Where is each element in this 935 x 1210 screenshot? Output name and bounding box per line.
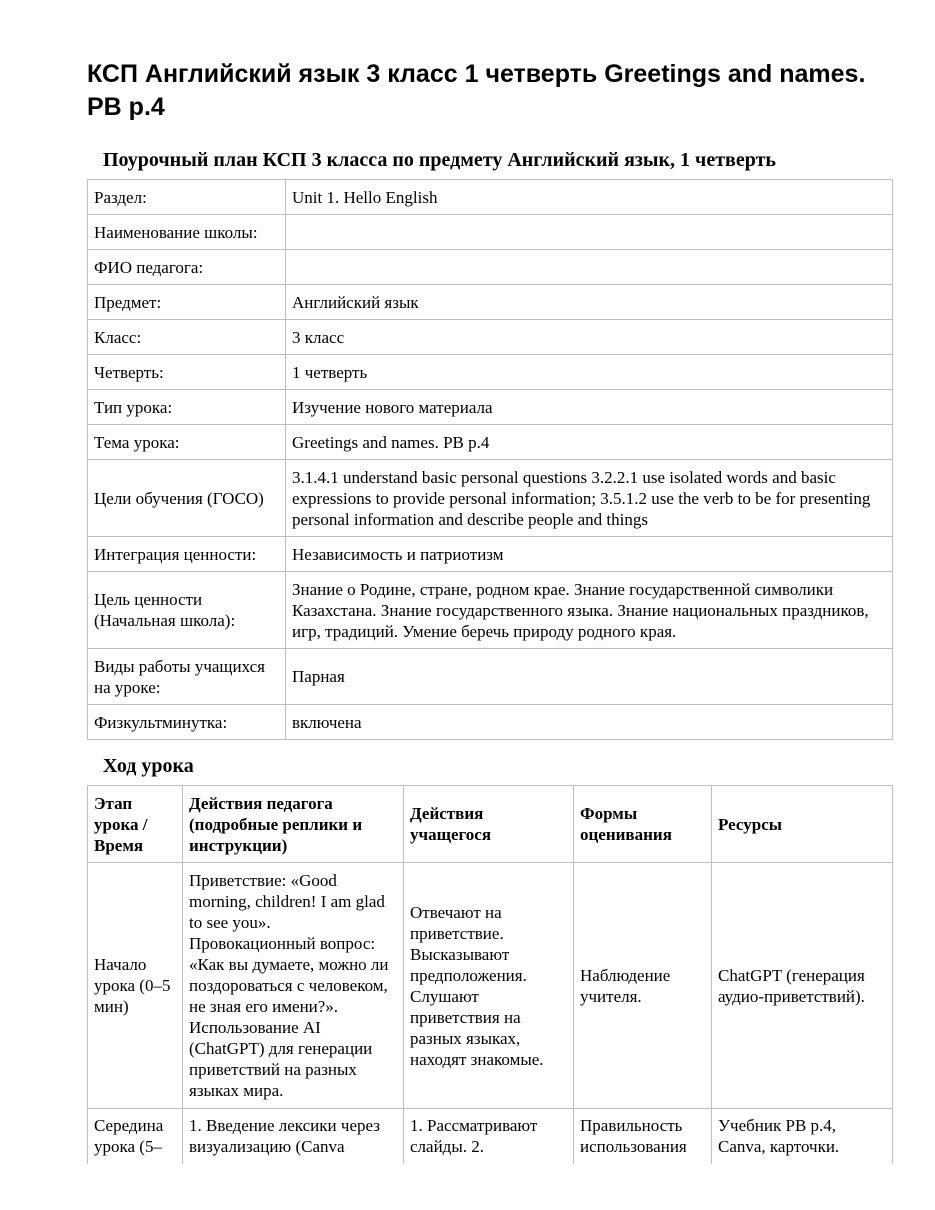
info-label: Наименование школы: (88, 215, 286, 250)
info-label: Четверть: (88, 355, 286, 390)
column-header-teacher-actions: Действия педагога (подробные реплики и инструкции) (183, 786, 404, 863)
info-label: Физкультминутка: (88, 705, 286, 740)
teacher-actions-cell: Приветствие: «Good morning, children! I am glad to see you». Провокационный вопрос: «Как вы думаете, можно ли поздороваться с человеком, не зная его имени?». Использование AI (ChatGPT) для генерации приветствий на разных языках мира. (183, 863, 404, 1109)
info-value: включена (286, 705, 893, 740)
column-header-resources: Ресурсы (712, 786, 893, 863)
teacher-actions-cell: 1. Введение лексики через визуализацию (Canva (183, 1109, 404, 1165)
column-header-student-actions: Действия учащегося (404, 786, 574, 863)
info-label: Цель ценности (Начальная школа): (88, 572, 286, 649)
info-value: Unit 1. Hello English (286, 180, 893, 215)
column-header-assessment: Формы оценивания (574, 786, 712, 863)
stage-cell: Середина урока (5– (88, 1109, 183, 1165)
info-label: Раздел: (88, 180, 286, 215)
info-value: Знание о Родине, стране, родном крае. Знание государственной символики Казахстана. Знание государственного языка. Знание национальных праздников, игр, традиций. Умение беречь природу родного края. (286, 572, 893, 649)
info-value: 3 класс (286, 320, 893, 355)
info-label: Виды работы учащихся на уроке: (88, 649, 286, 705)
lesson-row-middle (88, 1109, 893, 1165)
info-label: Класс: (88, 320, 286, 355)
info-value: Greetings and names. PB p.4 (286, 425, 893, 460)
info-value: Независимость и патриотизм (286, 537, 893, 572)
info-label: Тема урока: (88, 425, 286, 460)
info-value: 3.1.4.1 understand basic personal questions 3.2.2.1 use isolated words and basic expressions to provide personal information; 3.5.1.2 use the verb to be for presenting personal information and describe people and things (286, 460, 893, 537)
info-value: Парная (286, 649, 893, 705)
lesson-table-viewport (87, 0, 907, 1164)
info-value: Английский язык (286, 285, 893, 320)
resources-cell: Учебник PB p.4, Canva, карточки. (712, 1109, 893, 1165)
assessment-cell: Наблюдение учителя. (574, 863, 712, 1109)
lesson-progress-heading: Ход урока (103, 755, 194, 777)
column-header-stage: Этап урока / Время (88, 786, 183, 863)
info-value: 1 четверть (286, 355, 893, 390)
info-value: Изучение нового материала (286, 390, 893, 425)
lesson-table-header (88, 786, 893, 863)
stage-cell: Начало урока (0–5 мин) (88, 863, 183, 1109)
student-actions-cell: Отвечают на приветствие. Высказывают предположения. Слушают приветствия на разных языках, находят знакомые. (404, 863, 574, 1109)
document-title: КСП Английский язык 3 класс 1 четверть Greetings and names. PB p.4 (87, 60, 866, 121)
lesson-progress-table (87, 785, 893, 1164)
info-label: Тип урока: (88, 390, 286, 425)
student-actions-cell: 1. Рассматривают слайды. 2. (404, 1109, 574, 1165)
lesson-row-start (88, 863, 893, 1109)
resources-cell: ChatGPT (генерация аудио-приветствий). (712, 863, 893, 1109)
info-label: Цели обучения (ГОСО) (88, 460, 286, 537)
plan-heading: Поурочный план КСП 3 класса по предмету Английский язык, 1 четверть (103, 149, 776, 171)
assessment-cell: Правильность использования (574, 1109, 712, 1165)
info-label: Интеграция ценности: (88, 537, 286, 572)
info-label: Предмет: (88, 285, 286, 320)
info-label: ФИО педагога: (88, 250, 286, 285)
